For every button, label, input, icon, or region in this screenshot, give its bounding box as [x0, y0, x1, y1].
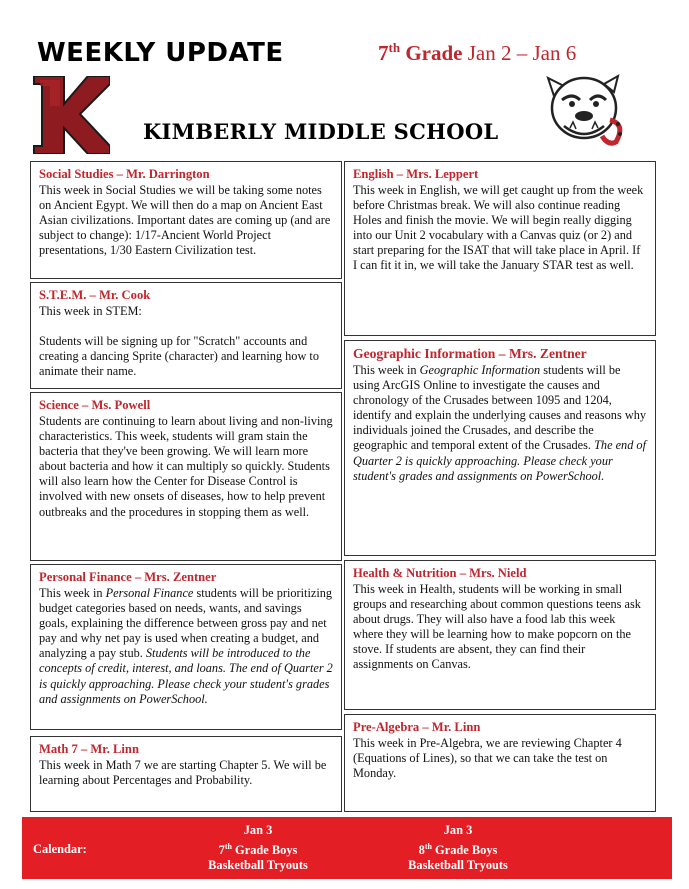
stem-heading: S.T.E.M. – Mr. Cook: [39, 288, 151, 302]
calendar-label: Calendar:: [33, 842, 87, 856]
school-k-logo-icon: [26, 76, 110, 154]
health-body: This week in Health, students will be working in small groups and researching about common questions teens ask about drugs. They will also have a food lab this week where they will be learning how to make popcorn on the stove. If students are absent, they can find their assignments on Canvas.: [353, 582, 641, 672]
personal-finance-body: This week in Personal Finance students will be prioritizing budget categories based on needs, wants, and savings goals, explaining the difference between gross pay and net pay and why net pay is used when creating a budget, and analyzing a pay stub. Students will be introduced to the concepts of credit, interest, and loans. The end of Quarter 2 is quickly approaching. Please check your student's grades and assignments on PowerSchool.: [39, 586, 333, 706]
geographic-body: This week in Geographic Information students will be using ArcGIS Online to investigate the causes and chronology of the Crusades between 1095 and 1204, identify and explain the underlying causes and reasons why individuals joined the Crusades, and describe the geographic and temporal extent of the Crusades. The end of Quarter 2 is quickly approaching. Please check your student's grades and assignments on PowerSchool.: [353, 363, 646, 483]
grade-suffix: th: [388, 40, 401, 55]
science-heading: Science – Ms. Powell: [39, 398, 151, 412]
stem-intro: This week in STEM:: [39, 304, 142, 318]
prealgebra-body: This week in Pre-Algebra, we are reviewing Chapter 4 (Equations of Lines), so that we can take the test on Monday.: [353, 736, 622, 781]
stem-section: [30, 282, 342, 389]
math7-heading: Math 7 – Mr. Linn: [39, 742, 139, 756]
geographic-heading: Geographic Information – Mrs. Zentner: [353, 346, 587, 361]
social-studies-body: This week in Social Studies we will be taking some notes on Ancient Egypt. We will then do a map on Ancient East Asian civilizations. Important dates are coming up (and are subject to change): 1/17-Ancient World Project presentations, 1/30 Eastern Civilization test.: [39, 183, 331, 258]
calendar-event-subtitle: Basketball Tryouts: [208, 858, 308, 873]
stem-body: Students will be signing up for "Scratch" accounts and creating a dancing Sprite (character) and learning how to animate their name.: [39, 334, 319, 379]
english-heading: English – Mrs. Leppert: [353, 167, 479, 181]
newsletter-title: WEEKLY UPDATE: [37, 38, 284, 68]
personal-finance-section: [30, 564, 342, 730]
date-range: Jan 2 – Jan 6: [467, 41, 577, 65]
calendar-event-date: Jan 3: [243, 823, 273, 837]
grade-word: Grade: [405, 41, 463, 65]
english-body: This week in English, we will get caught up from the week before Christmas break. We will also continue reading Holes and finish the movie. We will begin really digging into our Unit 2 vocabulary with a Canvas quiz (or 2) and start preparing for the ISAT that will take place in April. If I can fit it in, we will take the January STAR test as well.: [353, 183, 644, 273]
science-body: Students are continuing to learn about living and non-living characteristics. This week, students will gram stain the bacteria that they've been growing. We will learn more about bacteria and how it can multiply so quickly. Students will also learn how the Center for Disease Control is involved with new onsets of diseases, how to help prevent outbreaks and the procedures in stopping them as well.: [39, 414, 333, 519]
bulldog-mascot-icon: [544, 66, 628, 150]
grade-number: 7: [378, 41, 389, 65]
grade-and-dates: [378, 40, 576, 66]
calendar-event: [388, 823, 528, 874]
calendar-event-subtitle: Basketball Tryouts: [408, 858, 508, 873]
geographic-section: [344, 340, 656, 556]
school-name: KIMBERLY MIDDLE SCHOOL: [143, 119, 499, 144]
math7-section: [30, 736, 342, 812]
personal-finance-heading: Personal Finance – Mrs. Zentner: [39, 570, 217, 584]
math7-body: This week in Math 7 we are starting Chapter 5. We will be learning about Percentages and Probability.: [39, 758, 327, 788]
calendar-event-date: Jan 3: [443, 823, 473, 837]
prealgebra-section: [344, 714, 656, 812]
prealgebra-heading: Pre-Algebra – Mr. Linn: [353, 720, 481, 734]
science-section: [30, 392, 342, 561]
health-section: [344, 560, 656, 710]
english-section: [344, 161, 656, 336]
calendar-event-title: 8th Grade Boys: [418, 841, 498, 857]
social-studies-section: [30, 161, 342, 279]
calendar-event-title: 7th Grade Boys: [218, 841, 298, 857]
calendar-event: [188, 823, 328, 874]
social-studies-heading: Social Studies – Mr. Darrington: [39, 167, 210, 181]
calendar-bar: [22, 817, 672, 879]
health-heading: Health & Nutrition – Mrs. Nield: [353, 566, 527, 580]
